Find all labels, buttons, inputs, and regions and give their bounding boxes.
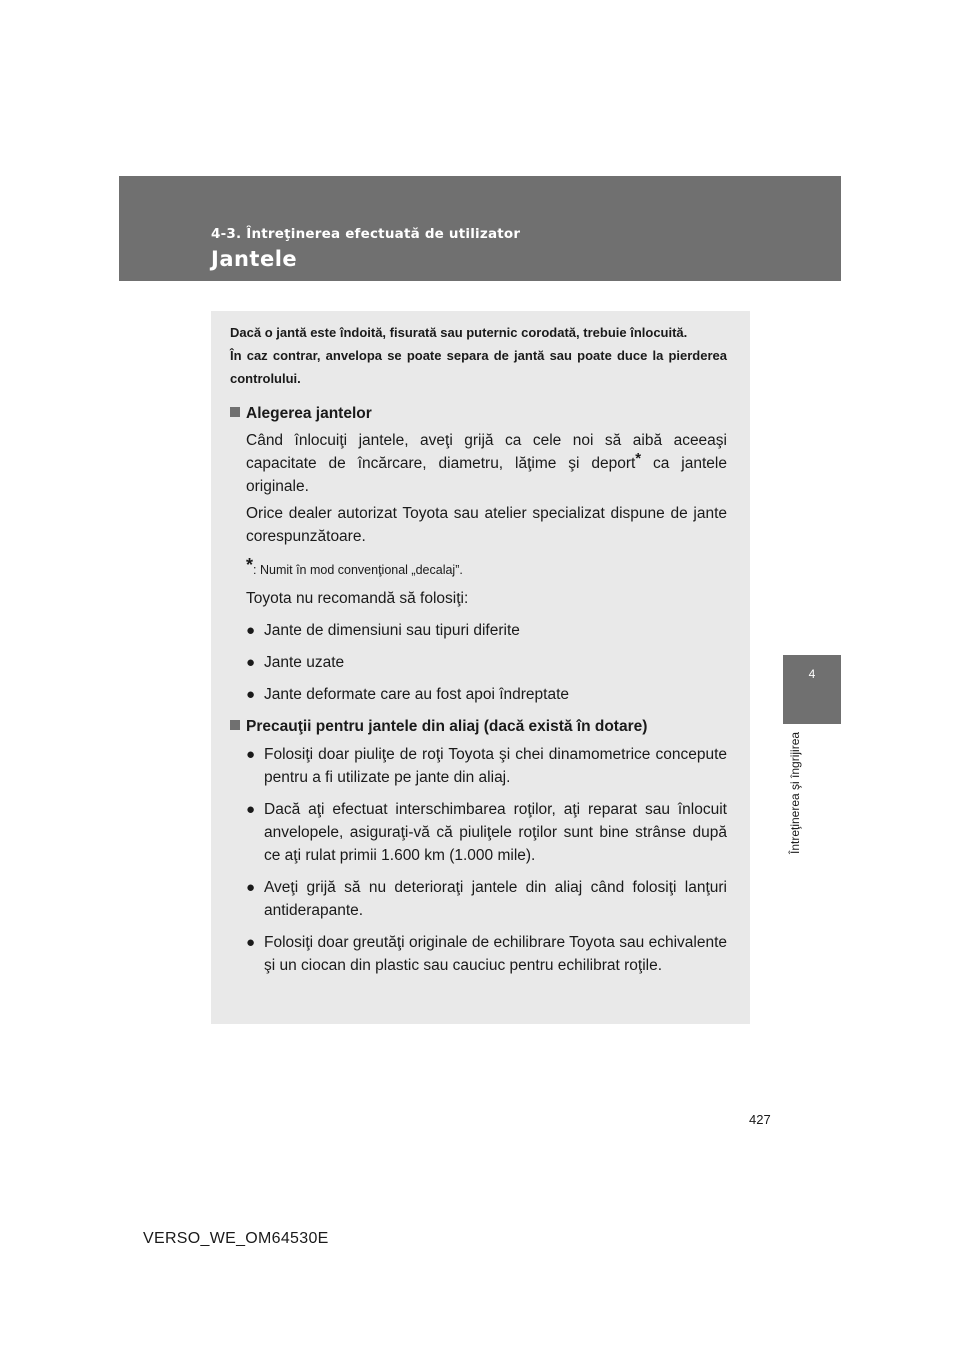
list-item-text: Jante deformate care au fost apoi îndreptate — [264, 686, 570, 703]
square-bullet-icon — [230, 407, 240, 417]
square-bullet-icon — [230, 720, 240, 730]
para1-after: ca jantele originale. — [246, 455, 727, 495]
section-alloy-precautions-title — [230, 716, 727, 738]
list-item-text: Jante de dimensiuni sau tipuri diferite — [264, 622, 520, 639]
dealer-paragraph: Orice dealer autorizat Toyota sau atelier specializat dispune de jante corespunzătoare. — [246, 505, 727, 545]
page-title: Jantele — [211, 247, 298, 271]
chapter-number: 4 — [808, 667, 816, 681]
list-item-text: Jante uzate — [264, 654, 345, 671]
alloy-precautions-list — [230, 743, 727, 977]
footnote — [246, 556, 727, 579]
list-item — [246, 798, 727, 867]
list-item-text: Folosiţi doar greutăţi originale de echilibrare Toyota sau echivalente şi un ciocan din plastic sau cauciuc pentru echilibrat roţile. — [264, 934, 727, 974]
footnote-asterisk: * — [246, 555, 254, 575]
list-item — [246, 683, 727, 706]
list-item-text: Aveţi grijă să nu deterioraţi jantele din aliaj când folosiţi lanţuri antiderapante. — [264, 879, 727, 919]
bullet-dot-icon: ● — [246, 686, 256, 703]
list-item-text: Dacă aţi efectuat interschimbarea roţilor, aţi reparat sau înlocuit anvelopele, asiguraţi-vă că piuliţele roţilor sunt bine strânse după ce aţi rulat primii 1.600 km (1.000 mile). — [264, 801, 727, 864]
list-item — [246, 931, 727, 977]
bullet-dot-icon: ● — [246, 934, 256, 951]
bullet-dot-icon: ● — [246, 879, 256, 896]
chapter-label: Întreţinerea şi îngrijirea — [788, 732, 802, 855]
list-item-text: Folosiţi doar piuliţe de roţi Toyota şi chei dinamometrice concepute pentru a fi utilizate pe jante din aliaj. — [264, 746, 727, 786]
list-item — [246, 619, 727, 642]
list-item — [246, 876, 727, 922]
bullet-dot-icon: ● — [246, 801, 256, 818]
list-item — [246, 743, 727, 789]
bullet-dot-icon: ● — [246, 746, 256, 763]
list-item — [246, 651, 727, 674]
choosing-rims-paragraph — [246, 429, 727, 498]
recommend-lead: Toyota nu recomandă să folosiţi: — [246, 590, 469, 607]
content-box — [211, 311, 750, 1024]
page-number: 427 — [749, 1112, 771, 1127]
bullet-dot-icon: ● — [246, 622, 256, 639]
intro-line-1: Dacă o jantă este îndoită, fisurată sau puternic corodată, trebuie înlocuită. — [230, 325, 688, 340]
section-1-title-text: Alegerea jantelor — [246, 405, 372, 422]
section-label: 4-3. Întreţinerea efectuată de utilizator — [211, 226, 521, 242]
not-recommended-list — [230, 619, 727, 706]
document-code: VERSO_WE_OM64530E — [143, 1230, 329, 1247]
asterisk-marker: * — [635, 450, 642, 467]
footnote-text: : Numit în mod convenţional „decalaj”. — [253, 563, 463, 577]
chapter-tab[interactable] — [783, 655, 841, 724]
section-choosing-rims-title — [230, 403, 727, 425]
intro-line-2: În caz contrar, anvelopa se poate separa de jantă sau poate duce la pierderea controlului. — [230, 348, 727, 386]
para1-before: Când înlocuiţi jantele, aveţi grijă ca cele noi să aibă aceeaşi capacitate de încărcare, diametru, lăţime şi deport — [246, 432, 727, 472]
section-2-title-text: Precauţii pentru jantele din aliaj (dacă există în dotare) — [246, 718, 648, 735]
bullet-dot-icon: ● — [246, 654, 256, 671]
intro-text — [230, 321, 727, 390]
